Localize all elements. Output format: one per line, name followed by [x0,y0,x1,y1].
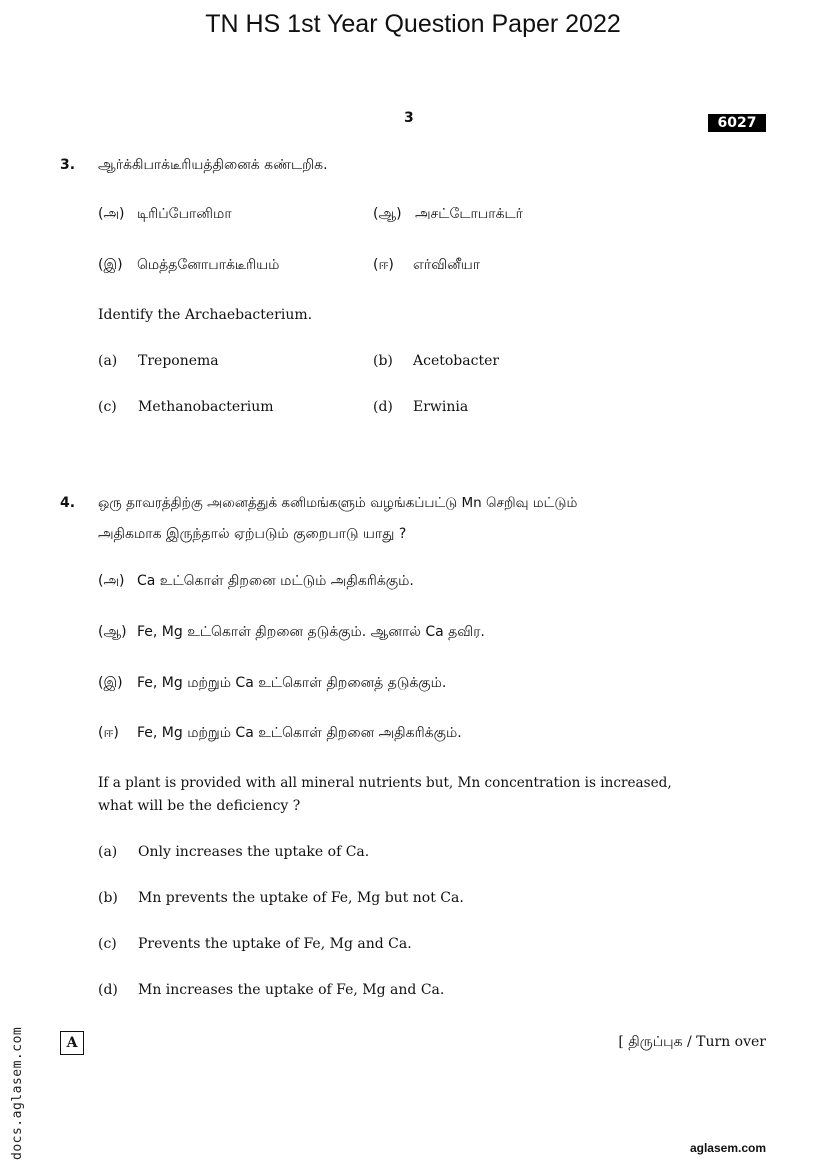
q3-tamil-option-a-label: (அ) [98,206,125,222]
question-3-english-text: Identify the Archaebacterium. [98,307,313,323]
page-header-title: TN HS 1st Year Question Paper 2022 [205,10,621,38]
q3-tamil-option-c-label: (இ) [98,257,123,273]
q4-option-b-label: (b) [98,890,118,906]
question-3-number: 3. [60,157,76,173]
q3-option-d-text: Erwinia [413,399,469,415]
footer-site-label: aglasem.com [689,1141,766,1155]
q4-tamil-option-c-label: (இ) [98,675,123,691]
side-watermark: docs.aglasem.com [10,1026,25,1160]
q3-tamil-option-c-text: மெத்தனோபாக்டீரியம் [137,257,280,273]
question-4-number: 4. [60,495,76,511]
q3-option-c-label: (c) [98,399,117,415]
q3-option-b-text: Acetobacter [413,353,500,369]
turn-over-label: [ திருப்புக / Turn over [618,1034,766,1050]
q4-option-c-label: (c) [98,936,117,952]
q4-option-a-text: Only increases the uptake of Ca. [138,844,370,860]
page-number: 3 [404,110,414,126]
question-4-tamil-line-2: அதிகமாக இருந்தால் ஏற்படும் குறைபாடு யாது ? [98,526,407,542]
q3-option-b-label: (b) [373,353,393,369]
q4-tamil-option-a-text: Ca உட்கொள் திறனை மட்டும் அதிகரிக்கும். [137,573,414,589]
q4-tamil-option-c-text: Fe, Mg மற்றும் Ca உட்கொள் திறனைத் தடுக்கும். [137,675,447,691]
q4-option-b-text: Mn prevents the uptake of Fe, Mg but not Ca. [138,890,464,906]
q4-option-a-label: (a) [98,844,118,860]
q3-tamil-option-d-text: எர்வினீயா [413,257,481,273]
q3-tamil-option-b-text: அசட்டோபாக்டர் [415,206,523,222]
q4-option-d-text: Mn increases the uptake of Fe, Mg and Ca. [138,982,445,998]
question-4-english-line-2: what will be the deficiency ? [98,798,301,814]
q4-tamil-option-b-text: Fe, Mg உட்கொள் திறனை தடுக்கும். ஆனால் Ca தவிர. [137,624,485,640]
q3-option-c-text: Methanobacterium [138,399,274,415]
q3-option-a-label: (a) [98,353,118,369]
q3-option-d-label: (d) [373,399,393,415]
question-4-tamil-line-1: ஒரு தாவரத்திற்கு அனைத்துக் கனிமங்களும் வழங்கப்பட்டு Mn செறிவு மட்டும் [98,495,578,511]
q3-tamil-option-a-text: டிரிப்போனிமா [137,206,232,222]
question-4-english-line-1: If a plant is provided with all mineral nutrients but, Mn concentration is increased, [98,775,672,791]
q3-tamil-option-d-label: (ஈ) [373,257,394,273]
q4-tamil-option-a-label: (அ) [98,573,125,589]
version-letter-box: A [60,1031,84,1055]
q4-tamil-option-b-label: (ஆ) [98,624,127,640]
q4-option-c-text: Prevents the uptake of Fe, Mg and Ca. [138,936,412,952]
q3-tamil-option-b-label: (ஆ) [373,206,402,222]
question-3-tamil-text: ஆர்க்கிபாக்டீரியத்தினைக் கண்டறிக. [98,157,328,173]
q4-tamil-option-d-label: (ஈ) [98,725,119,741]
q4-option-d-label: (d) [98,982,118,998]
paper-code-badge: 6027 [708,114,766,132]
q3-option-a-text: Treponema [138,353,219,369]
q4-tamil-option-d-text: Fe, Mg மற்றும் Ca உட்கொள் திறனை அதிகரிக்கும். [137,725,462,741]
